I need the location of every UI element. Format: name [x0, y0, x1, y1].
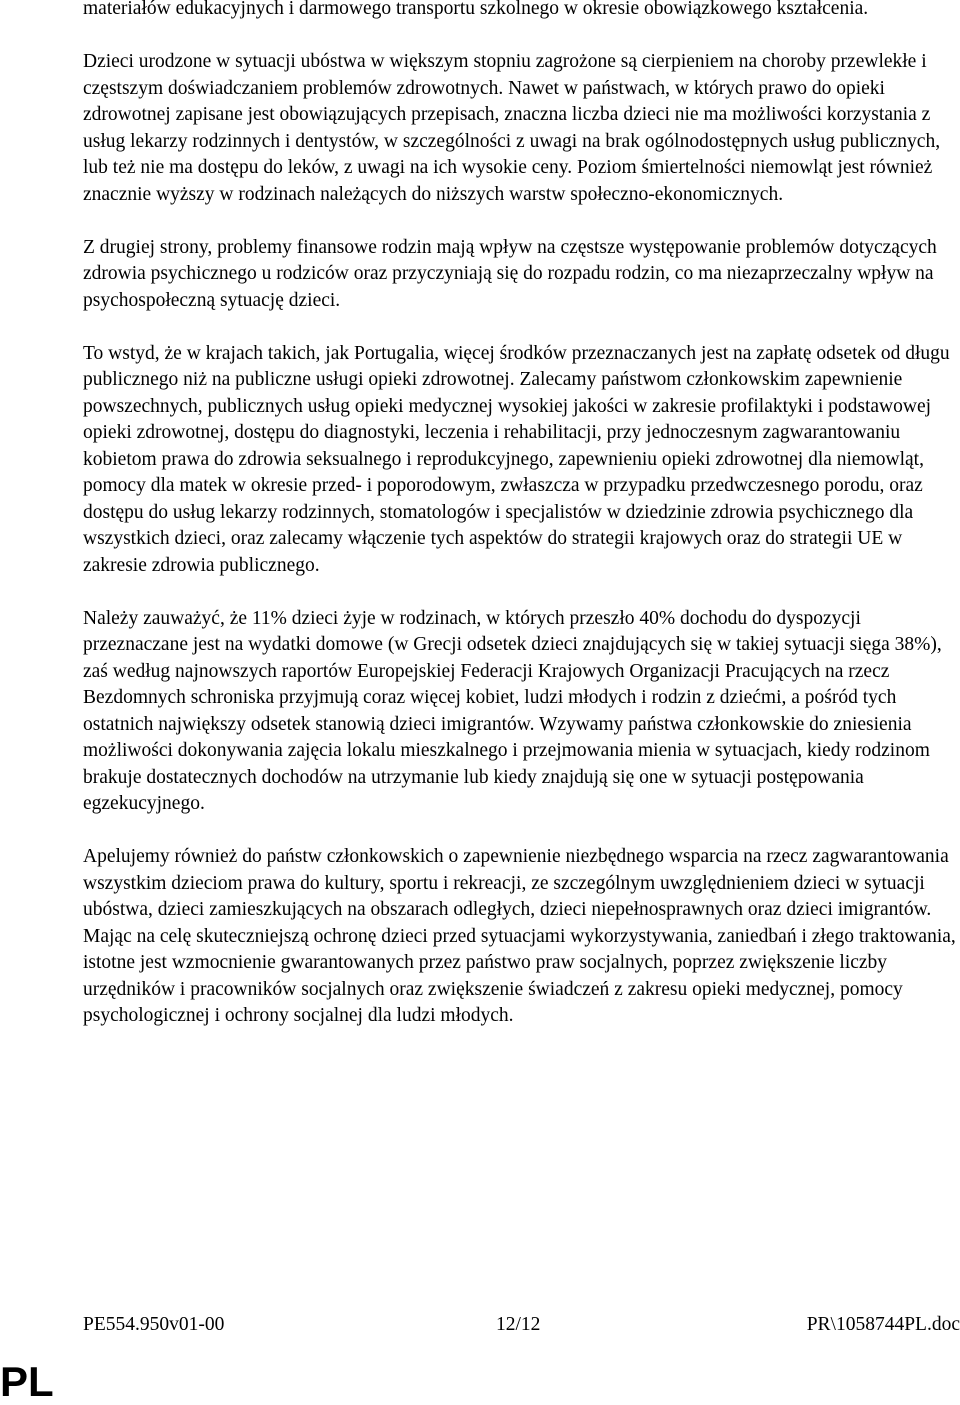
paragraph-5: Należy zauważyć, że 11% dzieci żyje w rodzinach, w których przeszło 40% dochodu do dyspozycji przeznaczane jest na wydatki domowe (w Grecji odsetek dzieci znajdujących się w takiej sytuacji sięga 38%), zaś według najnowszych raportów Europejskiej Federacji Krajowych Organizacji Pracujących na rzecz Bezdomnych schroniska przyjmują coraz więcej kobiet, ludzi młodych i rodzin z dziećmi, a pośród tych ostatnich największy odsetek stanowią dzieci imigrantów. Wzywamy państwa członkowskie do zniesienia możliwości dokonywania zajęcia lokalu mieszkalnego i przejmowania mienia w sytuacjach, kiedy rodzinom brakuje dostatecznych dochodów na utrzymanie lub kiedy znajdują się one w sytuacji postępowania egzekucyjnego. [83, 607, 942, 814]
document-body [83, 0, 960, 1056]
page-footer [83, 1312, 960, 1338]
paragraph-3: Z drugiej strony, problemy finansowe rodzin mają wpływ na częstsze występowanie problemów dotyczących zdrowia psychicznego u rodziców oraz przyczyniają się do rozpadu rodzin, co ma niezaprzeczalny wpływ na psychospołeczną sytuację dzieci. [83, 236, 937, 311]
paragraph-6: Apelujemy również do państw członkowskich o zapewnienie niezbędnego wsparcia na rzecz zagwarantowania wszystkim dzieciom prawa do kultury, sportu i rekreacji, ze szczególnym uwzględnieniem dzieci w sytuacji ubóstwa, dzieci zamieszkujących na obszarach odległych, dzieci niepełnosprawnych oraz dzieci imigrantów. Mając na celę skuteczniejszą ochronę dzieci przed sytuacjami wykorzystywania, zaniedbań i złego traktowania, istotne jest wzmocnienie gwarantowanych przez państwo praw socjalnych, poprzez zwiększenie liczby urzędników i pracowników socjalnych oraz zwiększenie świadczeń z zakresu opieki medycznej, pomocy psychologicznej i ochrony socjalnej dla ludzi młodych. [83, 846, 956, 1026]
footer-file-name: PR\1058744PL.doc [806, 1314, 960, 1335]
language-code: PL [0, 1358, 54, 1405]
paragraph-2: Dzieci urodzone w sytuacji ubóstwa w większym stopniu zagrożone są cierpieniem na choroby przewlekłe i częstszym doświadczaniem problemów zdrowotnych. Nawet w państwach, w których prawo do opieki zdrowotnej zapisane jest obowiązujących przepisach, znaczna liczba dzieci nie ma możliwości korzystania z usług lekarzy rodzinnych i dentystów, w szczególności z uwagi na brak ogólnodostępnych usług publicznych, lub też nie ma dostępu do leków, z uwagi na ich wysokie ceny. Poziom śmiertelności niemowląt jest również znacznie wyższy w rodzinach należących do niższych warstw społeczno-ekonomicznych. [83, 51, 941, 205]
paragraph-4: To wstyd, że w krajach takich, jak Portugalia, więcej środków przeznaczanych jest na zapłatę odsetek od długu publicznego niż na publiczne usługi opieki zdrowotnej. Zalecamy państwom członkowskim zapewnienie powszechnych, publicznych usług opieki medycznej wysokiej jakości w zakresie profilaktyki i podstawowej opieki zdrowotnej, dostępu do diagnostyki, leczenia i rehabilitacji, przy jednoczesnym zagwarantowaniu kobietom prawa do zdrowia seksualnego i reprodukcyjnego, zapewnieniu opieki zdrowotnej dla niemowląt, pomocy dla matek w okresie przed- i poporodowym, zwłaszcza w przypadku przedwczesnego porodu, oraz dostępu do usług lekarzy rodzinnych, stomatologów i specjalistów w dziedzinie zdrowia psychicznego dla wszystkich dzieci, oraz zalecamy włączenie tych aspektów do strategii krajowych oraz do strategii UE w zakresie zdrowia publicznego. [83, 342, 950, 576]
footer-page-number: 12/12 [496, 1314, 541, 1335]
footer-doc-ref: PE554.950v01-00 [83, 1314, 225, 1335]
paragraph-1: materiałów edukacyjnych i darmowego transportu szkolnego w okresie obowiązkowego kształcenia. [83, 0, 869, 19]
